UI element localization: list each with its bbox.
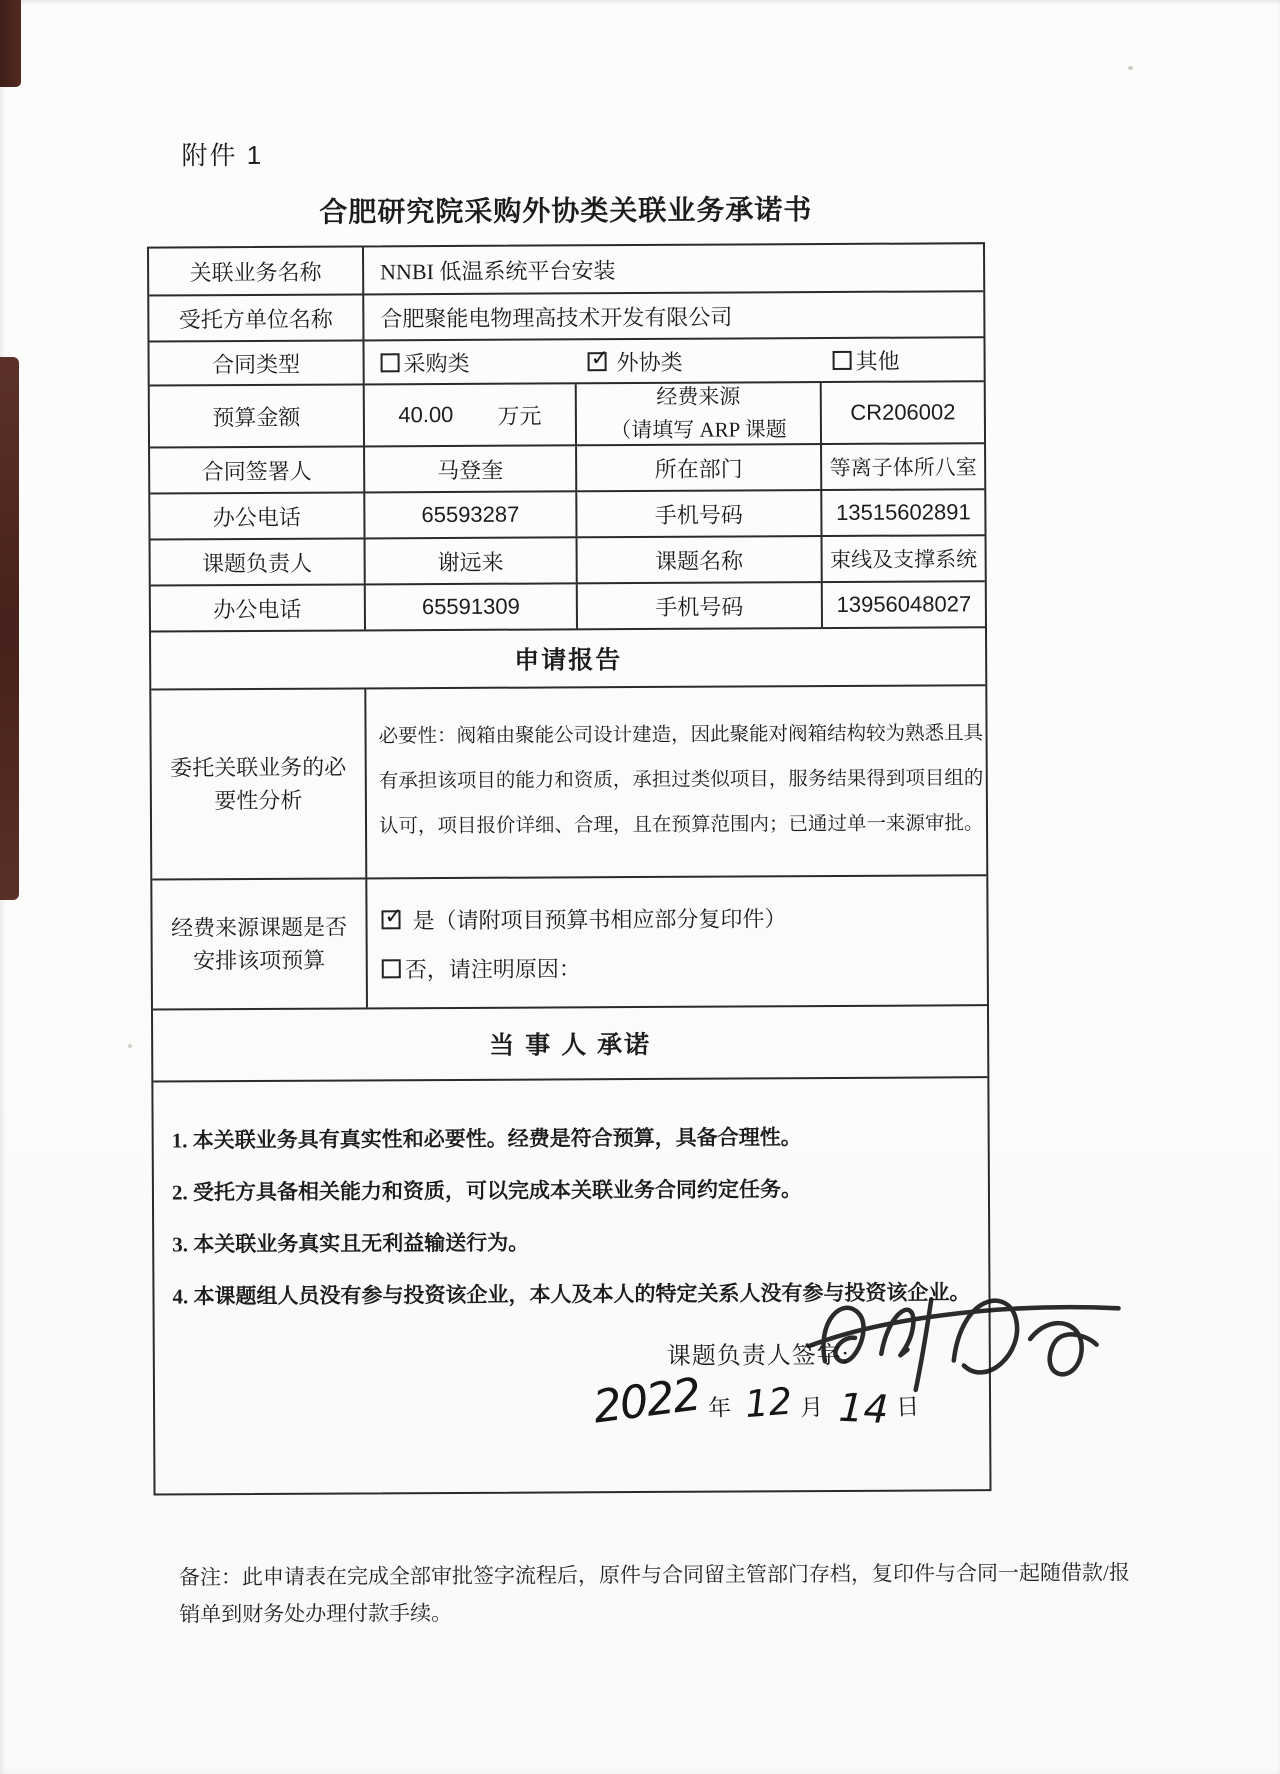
funding-source-label [575, 383, 820, 444]
option-other [833, 344, 900, 375]
option-label: 外协类 [616, 349, 683, 375]
signer-office-phone-value: 65593287 [363, 492, 575, 537]
commitment-item: 1. 本关联业务具有真实性和必要性。经费是符合预算，具备合理性。 [171, 1125, 802, 1153]
footnote-line1: 备注：此申请表在完成全部审批签字流程后，原件与合同留主管部门存档，复印件与合同一起随借款/报 [178, 1560, 1130, 1590]
form-table [147, 242, 992, 1495]
row-commitments [153, 1076, 989, 1493]
checkbox-unchecked-icon [833, 350, 852, 369]
checkbox-unchecked-icon [382, 959, 401, 978]
budget-arranged-options [365, 876, 987, 1007]
contract-signer-value: 马登奎 [363, 446, 575, 491]
budget-arranged-label-line1: 经费来源课题是否 [170, 914, 348, 941]
business-name-label: 关联业务名称 [189, 259, 322, 285]
necessity-text-line: 认可，项目报价详细、合理，且在预算范围内；已通过单一来源审批。 [378, 813, 984, 838]
commitment-item: 2. 受托方具备相关能力和资质，可以完成本关联业务合同约定任务。 [171, 1177, 802, 1205]
row-project-leader [151, 534, 985, 584]
row-contract-type [149, 336, 983, 384]
row-necessity [151, 684, 986, 878]
leader-office-phone-label: 办公电话 [213, 596, 302, 622]
necessity-label [151, 689, 365, 878]
row-leader-phone [151, 580, 985, 630]
necessity-text-line: 必要性：阀箱由聚能公司设计建造，因此聚能对阀箱结构较为熟悉且具 [378, 723, 984, 748]
project-leader-label: 课题负责人 [202, 550, 313, 576]
option-procurement [381, 346, 470, 377]
form-title: 合肥研究院采购外协类关联业务承诺书 [319, 194, 813, 228]
date-year-unit: 年 [707, 1395, 732, 1422]
budget-label: 预算金额 [212, 404, 301, 430]
option-outsourcing [588, 345, 683, 376]
budget-unit: 万元 [497, 403, 542, 429]
signature-label: 课题负责人签字: [666, 1342, 850, 1370]
project-name-label: 课题名称 [576, 537, 821, 582]
option-yes [381, 892, 986, 944]
contract-type-options [362, 338, 983, 383]
trustee-name-value: 合肥聚能电物理高技术开发有限公司 [362, 292, 983, 339]
commitment-item: 3. 本关联业务真实且无利益输送行为。 [172, 1230, 530, 1257]
checkbox-checked-icon [588, 345, 610, 371]
checkbox-unchecked-icon [381, 353, 400, 372]
date-month: 12 [743, 1379, 794, 1427]
budget-arranged-label-line2: 安排该项预算 [193, 947, 326, 974]
commitment-section-header: 当 事 人 承诺 [489, 1030, 652, 1060]
checkbox-checked-icon [381, 904, 404, 930]
row-budget-arranged [152, 874, 987, 1008]
attachment-label: 附件 1 [181, 139, 264, 171]
signer-department-label: 所在部门 [575, 445, 820, 490]
project-leader-value: 谢远来 [364, 538, 576, 583]
row-trustee-name [149, 290, 983, 340]
commitment-item: 4. 本课题组人员没有参与投资该企业，本人及本人的特定关系人没有参与投资该企业。 [172, 1280, 971, 1309]
row-business-name [149, 244, 983, 294]
date-day-unit: 日 [895, 1394, 920, 1421]
necessity-text-line: 有承担该项目的能力和资质，承担过类似项目，服务结果得到项目组的 [378, 768, 984, 793]
date-month-unit: 月 [799, 1394, 824, 1421]
business-name-value: NNBI 低温系统平台安装 [362, 244, 983, 293]
signer-department-value: 等离子体所八室 [820, 444, 984, 489]
row-report-header [151, 626, 985, 688]
row-contract-signer [150, 442, 984, 492]
row-commitment-header [153, 1004, 987, 1080]
checkmark-icon: ✓ [590, 345, 610, 371]
trustee-name-label: 受托方单位名称 [178, 306, 333, 332]
leader-mobile-value: 13956048027 [821, 582, 985, 627]
row-budget [150, 380, 984, 446]
signer-mobile-label: 手机号码 [575, 491, 820, 536]
option-label: 采购类 [403, 350, 470, 376]
funding-source-label-line2: （请填写 ARP 课题 [610, 417, 787, 443]
funding-source-label-line1: 经费来源 [656, 384, 741, 409]
contract-signer-label: 合同签署人 [201, 458, 312, 484]
option-label: 是（请附项目预算书相应部分复印件） [412, 906, 787, 934]
signer-office-phone-label: 办公电话 [212, 504, 301, 530]
budget-amount: 40.00 [398, 401, 454, 428]
option-label: 否，请注明原因： [404, 956, 581, 983]
commitments-block [153, 1078, 989, 1493]
row-signer-phone [150, 488, 984, 538]
project-name-value: 束线及支撑系统 [821, 536, 985, 581]
report-section-header: 申请报告 [514, 646, 623, 675]
option-no [382, 941, 987, 993]
checkmark-icon: ✓ [384, 904, 404, 930]
leader-mobile-label: 手机号码 [576, 583, 821, 628]
footnote [179, 1554, 1139, 1633]
handwritten-date [590, 1367, 920, 1434]
footnote-line2: 销单到财务处办理付款手续。 [179, 1600, 453, 1627]
necessity-text [364, 686, 993, 877]
necessity-label-line1: 委托关联业务的必 [170, 754, 347, 781]
date-year: 2022 [590, 1367, 703, 1434]
contract-type-label: 合同类型 [212, 351, 301, 377]
funding-source-value: CR206002 [820, 382, 984, 443]
budget-arranged-label [152, 879, 366, 1008]
option-label: 其他 [855, 348, 900, 374]
necessity-label-line2: 要性分析 [214, 787, 303, 814]
date-day: 14 [837, 1385, 890, 1433]
leader-office-phone-value: 65591309 [364, 584, 576, 629]
budget-value [363, 384, 575, 445]
signer-mobile-value: 13515602891 [820, 490, 984, 535]
